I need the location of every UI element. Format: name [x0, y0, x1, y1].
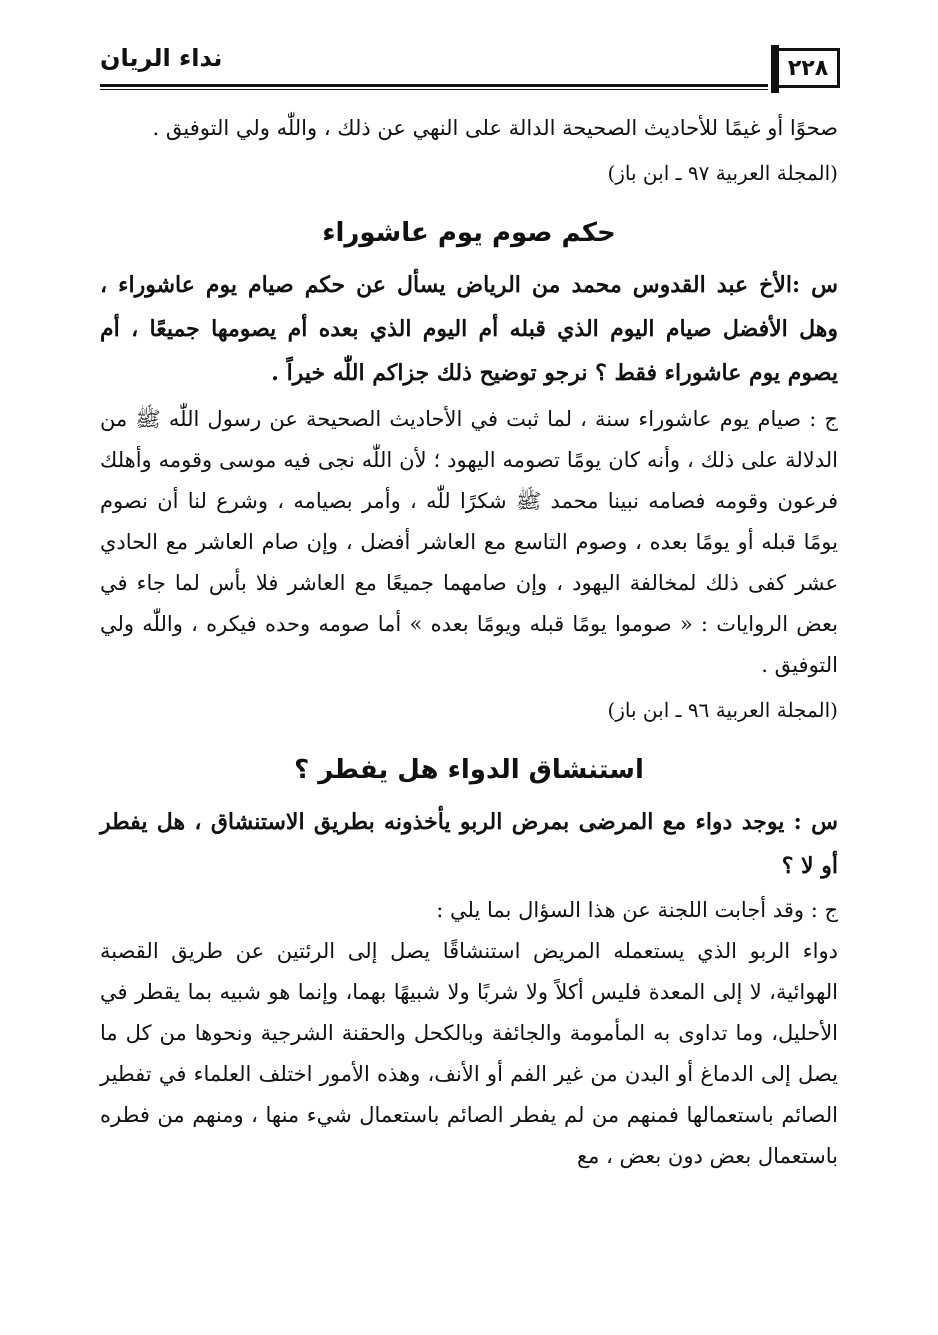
page-content	[100, 108, 838, 1177]
header-rule-thin	[100, 89, 768, 90]
section2-answer-intro: ج : وقد أجابت اللجنة عن هذا السؤال بما يلي :	[436, 898, 838, 922]
running-title: نداء الريان	[100, 44, 223, 72]
intro-source: (المجلة العربية ٩٧ ـ ابن باز)	[607, 161, 838, 185]
section2-question: س : يوجد دواء مع المرضى بمرض الربو يأخذونه بطريق الاستنشاق ، هل يفطر أو لا ؟	[100, 809, 838, 879]
section2-title: استنشاق الدواء هل يفطر ؟	[294, 755, 644, 785]
section2-answer-body: دواء الربو الذي يستعمله المريض استنشاقًا يصل إلى الرئتين عن طريق القصبة الهوائية، لا إلى المعدة فليس أكلاً ولا شربًا ولا شبيهًا بهما، وإنما هو شبيه بما يقطر في الأحليل، وما تداوى به المأمومة والجائفة وبالكحل والحقنة الشرجية ونحوها من كل ما يصل إلى الدماغ أو البدن من غير الفم أو الأنف، وهذه الأمور اختلف العلماء في تفطير الصائم باستعمالها فمنهم من لم يفطر الصائم باستعمال شيء منها ، ومنهم من فطره باستعمال بعض دون بعض ، مع	[100, 939, 838, 1168]
section1-source: (المجلة العربية ٩٦ ـ ابن باز)	[607, 698, 838, 722]
header-rule	[100, 84, 768, 87]
intro-paragraph: صحوًا أو غيمًا للأحاديث الصحيحة الدالة على النهي عن ذلك ، واللّٰه ولي التوفيق .	[152, 116, 838, 140]
section1-answer: ج : صيام يوم عاشوراء سنة ، لما ثبت في الأحاديث الصحيحة عن رسول اللّٰه ﷺ من الدلالة على ذلك ، وأنه كان يومًا تصومه اليهود ؛ لأن اللّٰه نجى فيه موسى وقومه وأهلك فرعون وقومه فصامه نبينا محمد ﷺ شكرًا للّٰه ، وأمر بصيامه ، وشرع لنا أن نصوم يومًا قبله أو يومًا بعده ، وصوم التاسع مع العاشر أفضل ، وإن صام العاشر مع الحادي عشر كفى ذلك لمخالفة اليهود ، وإن صامهما جميعًا مع العاشر فلا بأس لما جاء في بعض الروايات : « صوموا يومًا قبله ويومًا بعده » أما صومه وحده فيكره ، واللّٰه ولي التوفيق .	[100, 407, 839, 677]
page-header	[100, 38, 840, 92]
section1-question: س :الأخ عبد القدوس محمد من الرياض يسأل عن حكم صيام يوم عاشوراء ، وهل الأفضل صيام اليوم الذي قبله أم اليوم الذي بعده أم يصومها جميعًا ، أم يصوم يوم عاشوراء فقط ؟ نرجو توضيح ذلك جزاكم اللّٰه خيراً .	[100, 272, 838, 386]
section1-title: حكم صوم يوم عاشوراء	[322, 218, 616, 248]
page-number: ٢٢٨	[776, 48, 840, 88]
